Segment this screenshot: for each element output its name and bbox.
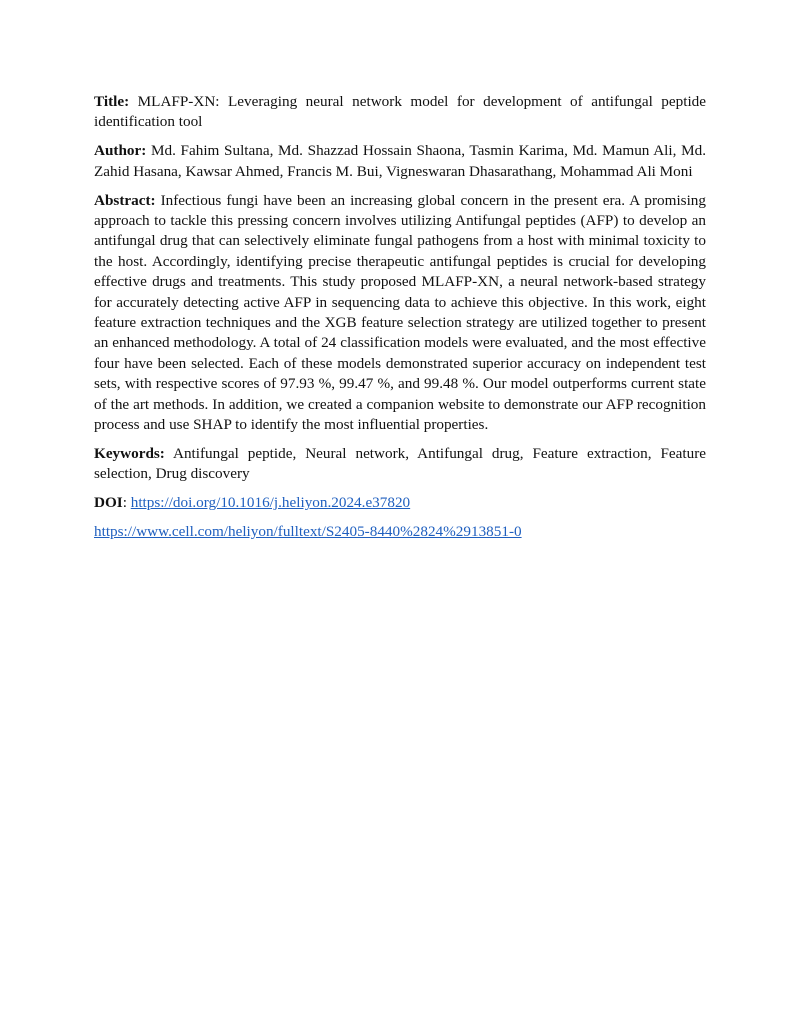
doi-link[interactable]: https://doi.org/10.1016/j.heliyon.2024.e37820 xyxy=(130,494,411,512)
title-label: Title: xyxy=(94,93,130,110)
keywords-section xyxy=(94,444,706,485)
keywords-text: Antifungal peptide, Neural network, Antifungal drug, Feature extraction, Feature selection, Drug discovery xyxy=(94,445,706,483)
abstract-label: Abstract: xyxy=(94,191,156,209)
author-label: Author: xyxy=(94,142,147,160)
cell-link-section xyxy=(94,522,706,542)
paper-title: MLAFP-XN: Leveraging neural network model for development of antifungal peptide identification tool xyxy=(94,93,706,131)
doi-separator: : xyxy=(122,494,131,512)
title-section xyxy=(94,92,706,133)
abstract-section xyxy=(94,191,706,436)
abstract-text: Infectious fungi have been an increasing global concern in the present era. A promising approach to tackle this pressing concern involves utilizing Antifungal peptides (AFP) to develop an antifungal drug that can selectively eliminate fungal pathogens from a host with minimal toxicity to the host. Accordingly, identifying precise therapeutic antifungal peptides is crucial for developing effective drugs and treatments. This study proposed MLAFP-XN, a neural network-based strategy for accurately detecting active AFP in sequencing data to achieve this objective. In this work, eight feature extraction techniques and the XGB feature selection strategy are utilized together to present an enhanced methodology. A total of 24 classification models were evaluated, and the most effective four have been selected. Each of these models demonstrated superior accuracy on independent test sets, with respective scores of 97.93 %, 99.47 %, and 99.48 %. Our model outperforms current state of the art methods. In addition, we created a companion website to demonstrate our AFP recognition process and use SHAP to identify the most influential properties. xyxy=(94,191,706,434)
doi-label: DOI xyxy=(94,494,123,512)
author-list: Md. Fahim Sultana, Md. Shazzad Hossain Shaona, Tasmin Karima, Md. Mamun Ali, Md. Zahid Hasana, Kawsar Ahmed, Francis M. Bui, Vigneswaran Dhasarathang, Mohammad Ali Moni xyxy=(94,142,706,180)
keywords-label: Keywords: xyxy=(94,445,165,462)
document-page xyxy=(94,92,706,551)
author-section xyxy=(94,141,706,182)
doi-section xyxy=(94,493,706,513)
cell-fulltext-link[interactable]: https://www.cell.com/heliyon/fulltext/S2405-8440%2824%2913851-0 xyxy=(94,523,522,541)
